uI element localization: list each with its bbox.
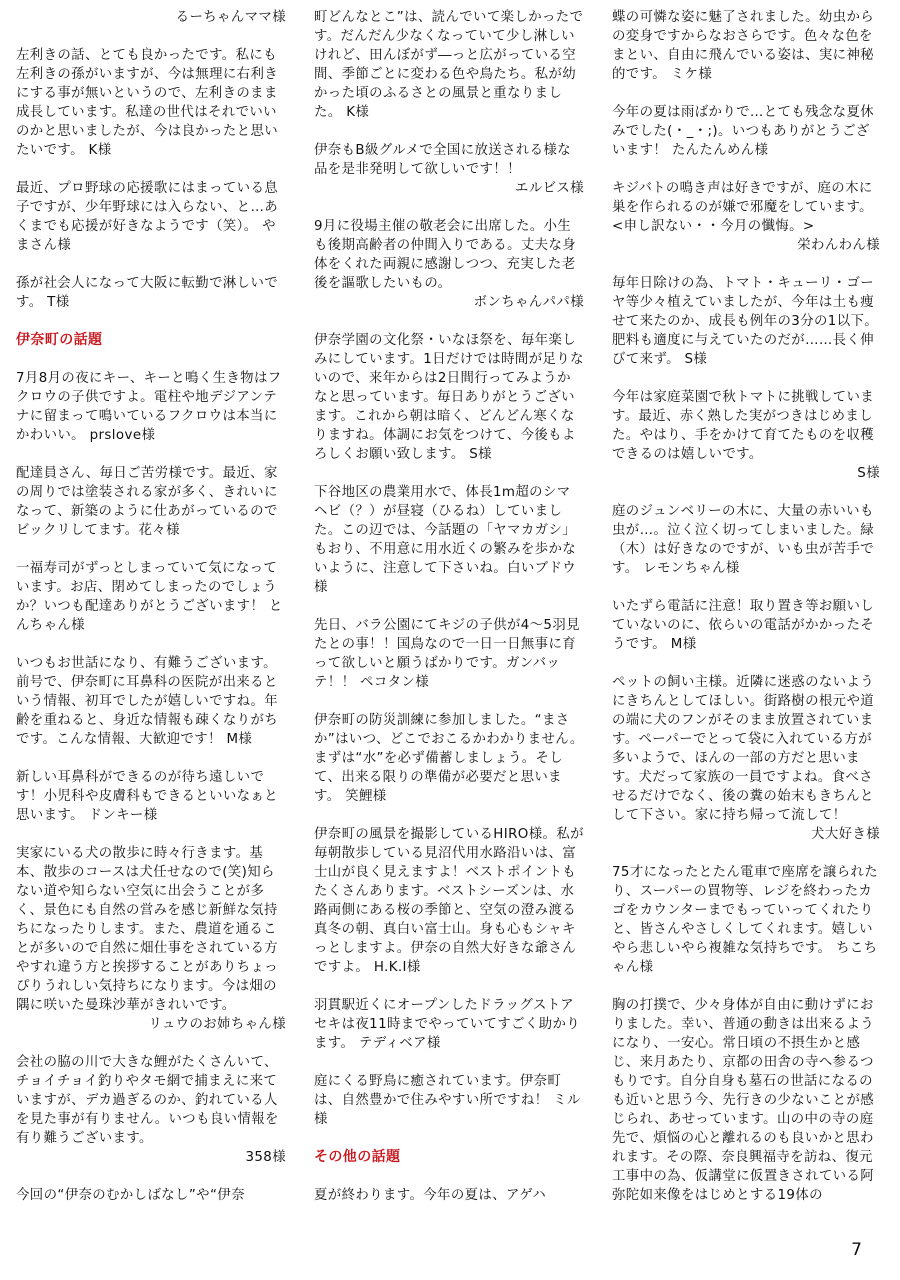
reader-comment	[16, 274, 286, 312]
reader-comment	[612, 103, 880, 160]
reader-comment	[612, 673, 880, 844]
comment-text: 一福寿司がずっとしまっていて気になっています。お店、閉めてしまったのでしょうか？いつも配達ありがとうございます！ とんちゃん様	[16, 561, 283, 633]
reader-comment	[16, 844, 286, 1034]
reader-comment	[612, 502, 880, 578]
comment-text: 新しい耳鼻科ができるのが待ち遠しいです！小児科や皮膚科もできるといいなぁと思います。 ドンキー様	[16, 770, 279, 823]
comment-text: 毎年日除けの為、トマト・キューリ・ゴーヤ等少々植えていましたが、今年は土も痩せて来たのか、成長も例年の3分の1以下。肥料も適度に与えていたのだが……長く伸びて来ず。 S様	[612, 276, 879, 367]
comment-text: いつもお世話になり、有難うございます。前号で、伊奈町に耳鼻科の医院が出来るという情報、初耳でしたが嬉しいですね。年齢を重ねると、身近な情報も疎くなりがちです。こんな情報、大歓迎です！ M様	[16, 656, 279, 747]
column-right	[612, 8, 880, 1224]
comment-text: 下谷地区の農業用水で、体長1m超のシマヘビ（？）が昼寝（ひるね）していました。この辺では、今話題の「ヤマカガシ」もおり、不用意に用水近くの繁みを歩かないように、注意して下さいね。白いブドウ様	[314, 485, 577, 595]
comment-text: 今回の“伊奈のむかしばなし”や“伊奈	[16, 1188, 245, 1203]
reader-comment	[314, 217, 584, 312]
comment-text: 庭にくる野鳥に癒されています。伊奈町は、自然豊かで住みやすい所ですね！ ミル様	[314, 1074, 581, 1127]
reader-comment	[16, 1053, 286, 1167]
comment-text: 胸の打撲で、少々身体が自由に動けずにおりました。幸い、普通の動きは出来るようになり、一安心。常日頃の不摂生かと感じ、来月あたり、京都の田舎の寺へ参るつもりです。自分自身も墓石の世話になるのも近いと思う今、先行きの少ないことが感じられ、あせっています。山の中の寺の庭先で、煩悩の心と離れるのも良いかと思われます。その際、奈良興福寺を訪ね、復元工事中の為、仮講堂に仮置きされている阿弥陀如来像をはじめとする19体の	[612, 998, 875, 1203]
comment-text: 左利きの話、とても良かったです。私にも左利きの孫がいますが、今は無理に右利きにする事が無いというので、左利きのまま成長しています。私達の世代はそれでいいのかと思いましたが、今は良かったと思いたいです。 K様	[16, 48, 279, 158]
reader-comment	[314, 711, 584, 806]
comment-text: 伊奈町の防災訓練に参加しました。“まさか”はいつ、どこでおこるかわかりません。まずは“水”を必ず備蓄しましょう。そして、出来る限りの準備が必要だと思います。 笑鯉様	[314, 713, 584, 804]
comment-signature: るーちゃんママ様	[175, 10, 286, 25]
reader-comment	[16, 768, 286, 825]
comment-text: 最近、プロ野球の応援歌にはまっている息子ですが、少年野球には入らない、と…あくまでも応援が好きなようです（笑）。 やまさん様	[16, 181, 279, 253]
reader-comment	[16, 464, 286, 540]
reader-comment	[16, 1186, 286, 1205]
reader-comment	[16, 654, 286, 749]
comment-signature: リュウのお姉ちゃん様	[148, 1017, 286, 1032]
section-heading: 伊奈町の話題	[16, 332, 103, 348]
comment-signature: 栄わんわん様	[797, 238, 880, 253]
comment-text: 伊奈もB級グルメで全国に放送される様な品を是非発明して欲しいです！！	[314, 143, 572, 177]
section-heading: その他の話題	[314, 1149, 401, 1165]
comment-signature: 358様	[245, 1150, 286, 1165]
reader-comment	[612, 274, 880, 369]
comment-text: 9月に役場主催の敬老会に出席した。小生も後期高齢者の仲間入りである。丈夫な身体をくれた両親に感謝しつつ、充実した老後を謳歌したいもの。	[314, 219, 577, 291]
comment-text: 庭のジュンベリーの木に、大量の赤いいも虫が…。泣く泣く切ってしまいました。緑（木）は好きなのですが、いも虫が苦手です。 レモンちゃん様	[612, 504, 875, 576]
reader-comment	[16, 179, 286, 255]
column-middle	[314, 8, 584, 1224]
page-number: 7	[851, 1240, 862, 1260]
reader-comment	[612, 996, 880, 1205]
reader-comment	[16, 559, 286, 635]
reader-comment	[612, 388, 880, 483]
reader-comment	[612, 863, 880, 977]
comment-text: 今年の夏は雨ばかりで…とても残念な夏休みでした(・_・;)。いつもありがとうございます！ たんたんめん様	[612, 105, 875, 158]
reader-comment	[314, 331, 584, 464]
comment-text: 実家にいる犬の散歩に時々行きます。基本、散歩のコースは犬任せなので(笑)知らない道や知らない空気に出会うことが多く、景色にも自然の営みを感じ新鮮な気持ちになったりします。また、農道を通ることが多いので自然に畑仕事をされている方やすれ違う方と挨拶することがありちょっぴりうれしい気持ちになります。今は畑の隅に咲いた曼珠沙華がきれいです。	[16, 846, 279, 1013]
comment-text: 75才になったとたん電車で座席を譲られたり、スーパーの買物等、レジを終わったカゴをカウンターまでもっていってくれたりと、皆さんやさしくしてくれます。嬉しいやら悲しいやら複雑な気持ちです。 ちこちゃん様	[612, 865, 879, 975]
comment-text: ペットの飼い主様。近隣に迷惑のないようにきちんとしてほしい。街路樹の根元や道の端に犬のフンがそのまま放置されています。ペーパーでとって袋に入れている方が多いようで、ほんの一部の方だと思います。犬だって家族の一員ですよね。食べさせるだけでなく、後の糞の始末もきちんとして下さい。家に持ち帰って流して！	[612, 675, 875, 823]
comment-text: 蝶の可憐な姿に魅了されました。幼虫からの変身ですからなおさらです。色々な色をまとい、自由に飛んでいる姿は、実に神秘的です。 ミケ様	[612, 10, 875, 82]
comment-text: 配達員さん、毎日ご苦労様です。最近、家の周りでは塗装される家が多く、きれいになって、新築のように仕あがっているのでビックリしてます。花々様	[16, 466, 278, 538]
comment-signature: S様	[857, 466, 880, 481]
reader-comment	[16, 369, 286, 445]
reader-comment	[612, 597, 880, 654]
reader-comment	[612, 8, 880, 84]
reader-comment	[612, 179, 880, 255]
comment-text: いたずら電話に注意！取り置き等お願いしていないのに、依らいの電話がかかったそうです。 M様	[612, 599, 875, 652]
comment-text: 夏が終わります。今年の夏は、アゲハ	[314, 1188, 547, 1203]
comment-text: 伊奈学園の文化祭・いなほ祭を、毎年楽しみにしています。1日だけでは時間が足りないので、来年からは2日間行ってみようかなと思っています。毎日ありがとうございます。これから朝は暗く、どんどん寒くなりますね。体調にお気をつけて、今後もよろしくお願い致します。 S様	[314, 333, 584, 462]
comment-text: 会社の脇の川で大きな鯉がたくさんいて、チョイチョイ釣りやタモ網で捕まえに来ていますが、デカ過ぎるのか、釣れている人を見た事が有りません。いつも良い情報を有り難うございます。	[16, 1055, 279, 1146]
reader-comment	[314, 8, 584, 122]
reader-comment	[314, 1072, 584, 1129]
reader-comment	[16, 8, 286, 27]
comment-signature: ボンちゃんパパ様	[473, 295, 584, 310]
reader-comment	[314, 825, 584, 977]
comment-text: 伊奈町の風景を撮影しているHIRO様。私が毎朝散歩している見沼代用水路沿いは、富士山が良く見えますよ！ベストポイントもたくさんあります。ベストシーズンは、水路両側にある桜の季節と、空気の澄み渡る真冬の朝、真白い富士山。身も心もシャキっとしますよ。伊奈の自然大好きな爺さんですよ。 H.K.I様	[314, 827, 584, 975]
comment-signature: 犬大好き様	[811, 827, 880, 842]
comment-text: 羽貫駅近くにオープンしたドラッグストアセキは夜11時までやっていてすごく助かります。 テディベア様	[314, 998, 581, 1051]
comment-text: 今年は家庭菜園で秋トマトに挑戦しています。最近、赤く熟した実がつきはじめました。やはり、手をかけて育てたものを収穫できるのは嬉しいです。	[612, 390, 875, 462]
comment-text: キジバトの鳴き声は好きですが、庭の木に巣を作られるのが嫌で邪魔をしています。<申し訳ない・・今月の懺悔。>	[612, 181, 873, 234]
comment-text: 町どんなとこ”は、読んでいて楽しかったです。だんだん少なくなっていて少し淋しいけれど、田んぼがず―っと広がっている空間、季節ごとに変わる色や鳥たち。私が幼かった頃のふるさとの風景と重なりました。 K様	[314, 10, 584, 120]
reader-comment	[314, 1186, 584, 1205]
comment-text: 7月8月の夜にキー、キーと鳴く生き物はフクロウの子供ですよ。電柱や地デジアンテナに留まって鳴いているフクロウは本当にかわいい。 prslove様	[16, 371, 282, 443]
reader-comment	[314, 996, 584, 1053]
reader-comment	[314, 141, 584, 198]
comment-text: 先日、バラ公園にてキジの子供が4〜5羽見たとの事！！国鳥なので一日一日無事に育って欲しいと願うばかりです。ガンバッテ！！ ペコタン様	[314, 618, 580, 690]
reader-comment	[314, 616, 584, 692]
column-left	[16, 8, 286, 1224]
comment-signature: エルビス様	[515, 181, 584, 196]
reader-comment	[16, 46, 286, 160]
comment-text: 孫が社会人になって大阪に転勤で淋しいです。 T様	[16, 276, 279, 310]
reader-comment	[314, 483, 584, 597]
